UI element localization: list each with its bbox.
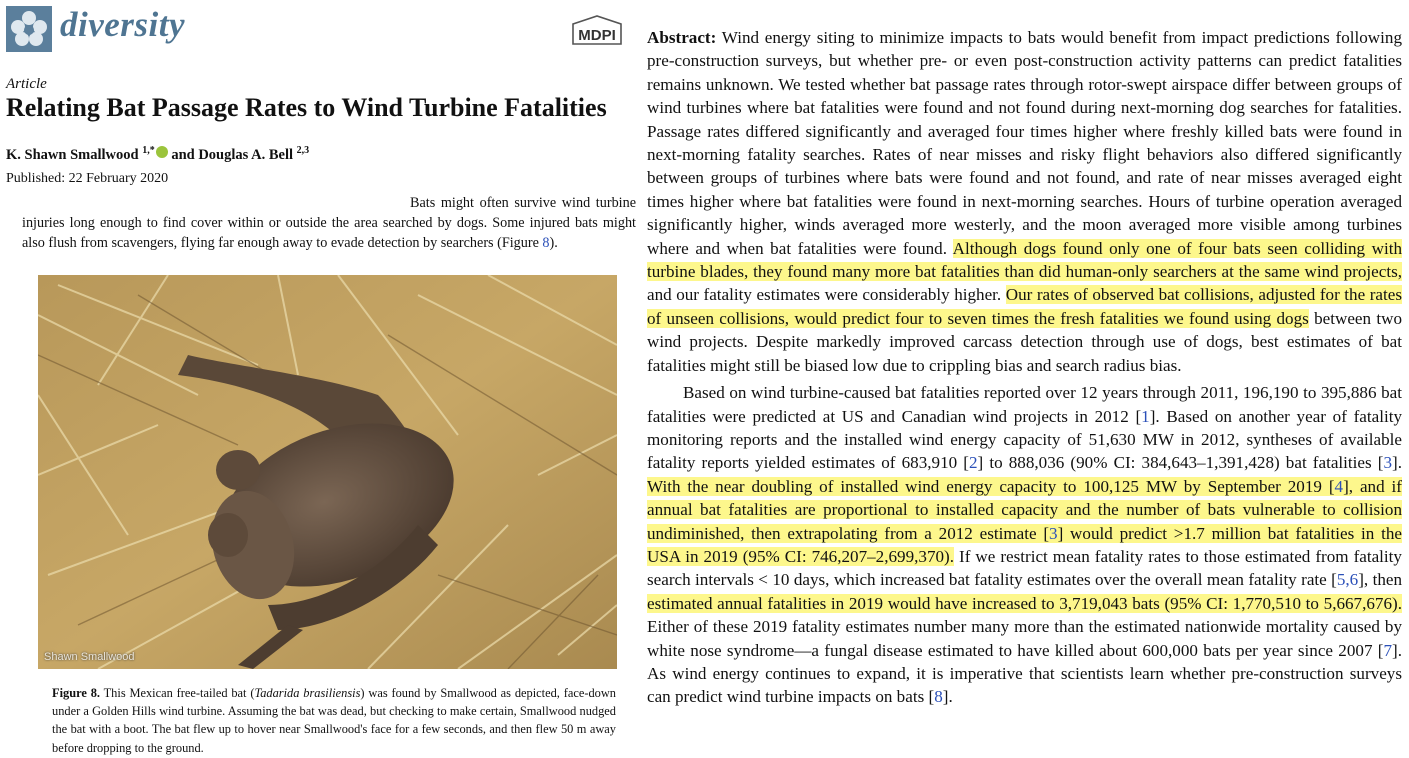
- author-1: K. Shawn Smallwood: [6, 146, 139, 163]
- authors: [6, 145, 309, 164]
- article-title: Relating Bat Passage Rates to Wind Turbine Fatalities: [6, 93, 607, 122]
- author-1-affil: 1,*: [142, 145, 155, 156]
- citation-link[interactable]: 3: [1049, 523, 1058, 543]
- citation-link[interactable]: 8: [934, 687, 943, 707]
- article-type: Article: [6, 76, 47, 92]
- citation-link[interactable]: 7: [1383, 640, 1393, 660]
- highlight: With the near doubling of installed wind energy capacity to 100,125 MW by September 2019 [4], and if annual bat fatalities are proportional to installed capacity and the number of bats vulnerable to collision undiminished, then extrapolating from a 2012 estimate [3] would predict >1.7 million bat fatalities in the USA in 2019 (95% CI: 746,207–2,699,370).: [647, 476, 1402, 566]
- orcid-icon[interactable]: [156, 146, 168, 158]
- citation-link[interactable]: 2: [968, 453, 978, 473]
- abstract: Abstract: Wind energy siting to minimize impacts to bats would benefit from impact predictions following pre-construction surveys, but whether pre- or even post-construction activity patterns can predict fatalities remains unknown. We tested whether bat passage rates through rotor-swept airspace differ between groups of wind turbines where bat fatalities were found and not found during next-morning dog searches for fatalities. Passage rates differed significantly and averaged four times higher where freshly killed bats were found in next-morning fatality searches. Rates of near misses and risky flight behaviors also differed significantly between groups of turbines where bats were found and not found, and rate of near misses averaged eight times higher where bat fatalities were found in next-morning searches. Hours of turbine operation averaged significantly higher, winds averaged more westerly, and the moon averaged more visible among turbines where and when bat fatalities were found. Although dogs found only one of four bats seen colliding with turbine blades, they found many more bat fatalities than did human-only searchers at the same wind projects, and our fatality estimates were considerably higher. Our rates of observed bat collisions, adjusted for the rates of unseen collisions, would predict four to seven times the fresh fatalities we found using dogs between two wind projects. Despite markedly improved carcass detection through use of dogs, best estimates of bat fatalities might still be biased low due to crippling bias and search radius bias.: [647, 28, 1402, 375]
- journal-logo-icon: [6, 6, 52, 52]
- figure-caption: Figure 8. This Mexican free-tailed bat (Tadarida brasiliensis) was found by Smallwood as depicted, face-down under a Golden Hills wind turbine. Assuming the bat was dead, but checking to make certain, Smallwood nudged the bat with a boot. The bat flew up to hover near Smallwood's face for a few seconds, and then flew 50 m away before dropping to the ground.: [52, 686, 617, 755]
- species-name: Tadarida brasiliensis: [254, 686, 361, 700]
- mdpi-logo: [567, 14, 627, 48]
- highlight: Although dogs found only one of four bats seen colliding with turbine blades, they found many more bat fatalities than did human-only searchers at the same wind projects,: [647, 238, 1402, 282]
- intro-paragraph: Based on wind turbine-caused bat fatalities reported over 12 years through 2011, 196,190 to 395,886 bat fatalities were predicted at US and Canadian wind projects in 2012 [1]. Based on another year of fatality monitoring reports and the installed wind energy capacity of 51,630 MW in 2012, syntheses of available fatality reports yielded estimates of 683,910 [2] to 888,036 (90% CI: 384,643–1,391,428) bat fatalities [3]. With the near doubling of installed wind energy capacity to 100,125 MW by September 2019 [4], and if annual bat fatalities are proportional to installed capacity and the number of bats vulnerable to collision undiminished, then extrapolating from a 2012 estimate [3] would predict >1.7 million bat fatalities in the USA in 2019 (95% CI: 746,207–2,699,370). If we restrict mean fatality rates to those estimated from fatality search intervals < 10 days, which increased bat fatality estimates over the overall mean fatality rate [5,6], then estimated annual fatalities in 2019 would have increased to 3,719,043 bats (95% CI: 1,770,510 to 5,667,676). Either of these 2019 fatality estimates number many more than the estimated nationwide mortality caused by white nose syndrome—a fungal disease estimated to have killed about 600,000 bats per year since 2007 [7]. As wind energy continues to expand, it is imperative that scientists learn whether pre-construction surveys can predict wind turbine impacts on bats [8].: [647, 383, 1403, 707]
- abstract-column: [647, 26, 1402, 709]
- published-date: Published: 22 February 2020: [6, 171, 169, 186]
- citation-link[interactable]: 5,6: [1336, 570, 1359, 590]
- highlight: Our rates of observed bat collisions, adjusted for the rates of unseen collisions, would predict four to seven times the fresh fatalities we found using dogs: [647, 285, 1402, 328]
- author-2-affil: 2,3: [296, 145, 310, 156]
- author-2: Douglas A. Bell: [198, 146, 293, 163]
- photo-watermark: Shawn Smallwood: [44, 651, 135, 663]
- abstract-label: Abstract:: [647, 28, 717, 47]
- highlight: estimated annual fatalities in 2019 would have increased to 3,719,043 bats (95% CI: 1,770,510 to 5,667,676).: [647, 593, 1402, 613]
- citation-link[interactable]: 1: [1141, 406, 1150, 426]
- bat-photo: [38, 275, 617, 669]
- citation-link[interactable]: 4: [1334, 476, 1344, 496]
- body-snippet: Bats might often survive wind turbine injuries long enough to find cover within or outside the area searched by dogs. Some injured bats might also flush from scavengers, flying far enough away to evade detection by searchers (Figure 8).: [22, 195, 636, 251]
- figure-label: Figure 8.: [52, 686, 100, 700]
- publisher-name: MDPI: [578, 27, 616, 44]
- citation-link[interactable]: 3: [1383, 453, 1393, 473]
- author-join: and: [171, 146, 195, 163]
- journal-name: diversity: [60, 5, 186, 44]
- figure-ref-link[interactable]: 8: [542, 235, 550, 251]
